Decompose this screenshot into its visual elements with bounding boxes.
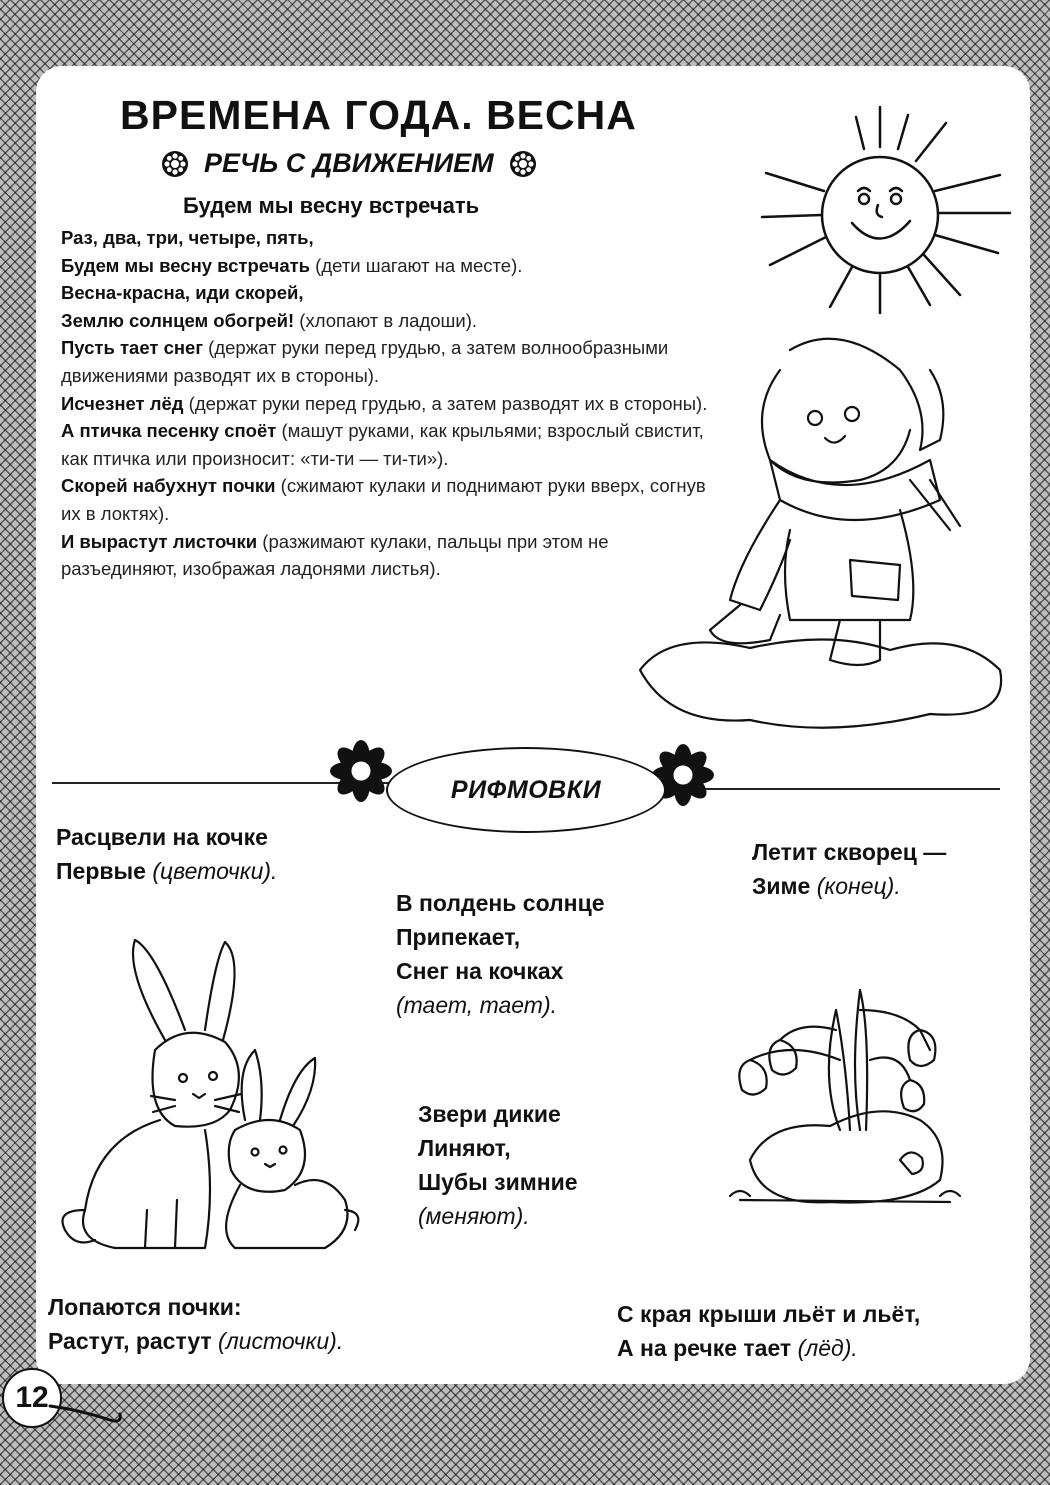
section-title: РИФМОВКИ [450, 775, 602, 804]
rhyme-block [617, 1297, 920, 1365]
rhyme-line: Линяют, [418, 1135, 511, 1161]
flower-icon [328, 738, 394, 804]
flower-icon [160, 149, 190, 179]
page-corner-curl-icon [50, 1400, 130, 1430]
rhyme-line: (меняют). [418, 1203, 530, 1229]
poem-line: Будем мы весну встречать (дети шагают на месте). [61, 254, 523, 276]
rhyme-line: А на речке тает (лёд). [617, 1335, 858, 1361]
sun-illustration [760, 95, 1020, 315]
poem-line: Раз, два, три, четыре, пять, [61, 227, 314, 248]
rhyme-line: С края крыши льёт и льёт, [617, 1301, 921, 1327]
rhyme-line: Растут, растут (листочки). [48, 1328, 344, 1354]
rhyme-block [752, 835, 946, 903]
poem-line: Весна-красна, иди скорей, [61, 282, 304, 304]
rhyme-line: Звери дикие [418, 1101, 561, 1127]
rhyme-block [396, 886, 605, 1022]
snowdrops-illustration [710, 970, 970, 1210]
rhyme-line: Первые (цветочки). [56, 858, 278, 884]
rhyme-line: В полдень солнце [396, 890, 605, 916]
rhyme-line: (тает, тает). [396, 992, 557, 1018]
rhyme-line: Зиме (конец). [752, 873, 901, 899]
poem-heading: Будем мы весну встречать [183, 193, 480, 218]
subtitle-text: РЕЧЬ С ДВИЖЕНИЕМ [204, 148, 494, 178]
poem-line: А птичка песенку споёт (машут руками, как крыльями; взрослый свистит, как птичка или произносит: «ти-ти — ти-ти»). [61, 420, 704, 469]
rhyme-line: Снег на кочках [396, 958, 564, 984]
child-illustration [630, 330, 1010, 740]
poem-line: Пусть тает снег (держат руки перед грудью, а затем волнообразными движениями разводят их в стороны). [61, 337, 669, 386]
poem-body [61, 224, 725, 583]
page-number: 12 [2, 1368, 62, 1428]
rhyme-block [48, 1290, 343, 1358]
rhyme-block [56, 820, 277, 888]
hares-illustration [55, 930, 365, 1260]
section-subtitle [160, 148, 538, 179]
rhyme-line: Припекает, [396, 924, 521, 950]
section-badge [386, 747, 666, 833]
poem-line: И вырастут листочки (разжимают кулаки, пальцы при этом не разъединяют, изображая ладонями листья). [61, 530, 609, 580]
flower-icon [508, 149, 538, 179]
page-title: ВРЕМЕНА ГОДА. ВЕСНА [120, 92, 637, 138]
rhyme-line: Шубы зимние [418, 1169, 578, 1195]
poem-line: Исчезнет лёд (держат руки перед грудью, а затем разводят их в стороны). [61, 392, 708, 414]
poem-line: Скорей набухнут почки (сжимают кулаки и поднимают руки вверх, согнув их в локтях). [61, 475, 706, 524]
rhyme-block [418, 1097, 578, 1233]
rhyme-line: Летит скворец — [752, 839, 947, 865]
poem-line: Землю солнцем обогрей! (хлопают в ладоши). [61, 309, 478, 331]
rhyme-line: Расцвели на кочке [56, 824, 268, 850]
rhyme-line: Лопаются почки: [48, 1294, 242, 1320]
